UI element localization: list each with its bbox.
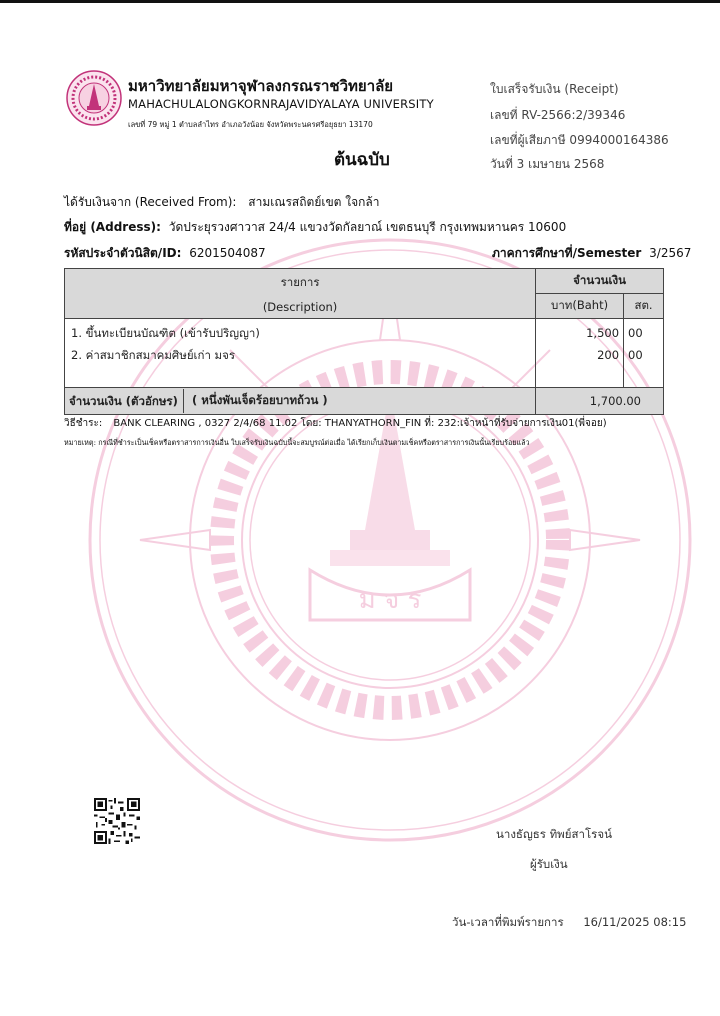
receipt-date: วันที่ 3 เมษายน 2568 (490, 157, 605, 171)
item-baht: 1,500 (586, 326, 620, 340)
amount-words-label: จำนวนเงิน (ตัวอักษร) (65, 389, 184, 413)
receipt-number: เลขที่ RV-2566:2/39346 (490, 108, 626, 122)
item-satang: 00 (628, 348, 643, 362)
payment-remark: หมายเหตุ: กรณีที่ชำระเป็นเช็คหรือตราสารการเงินอื่น ใบเสร็จรับเงินฉบับนี้จะสมบูรณ์ต่อเมื่อ ได้เรียกเก็บเงินตามเช็คหรือตราสารการเงินนั้นเรียบร้อยแล้ว (64, 438, 530, 447)
semester-label: ภาคการศึกษาที่/Semester (492, 246, 642, 260)
satang-header: สต. (624, 294, 664, 319)
receipt-title: ใบเสร็จรับเงิน (Receipt) (490, 82, 619, 96)
table-header-row-1 (65, 269, 664, 294)
signer-role: ผู้รับเงิน (530, 857, 568, 871)
payer-address (64, 218, 566, 237)
university-address: เลขที่ 79 หมู่ 1 ตำบลลำไทร อำเภอวังน้อย จังหวัดพระนครศรีอยุธยา 13170 (128, 120, 373, 129)
student-id-value: 6201504087 (189, 246, 266, 260)
table-total-row (65, 388, 664, 415)
description-header-thai: รายการ (280, 274, 320, 289)
signer-name: นางธัญธร ทิพย์สาโรจน์ (496, 827, 612, 841)
university-name-english: MAHACHULALONGKORNRAJAVIDYALAYA UNIVERSITY (128, 97, 434, 111)
baht-header: บาท(Baht) (536, 294, 624, 319)
received-from-value: สามเณรสถิตย์เขต ใจกล้า (248, 195, 380, 209)
amount-words-value: ( หนึ่งพันเจ็ดร้อยบาทถ้วน ) (192, 393, 328, 407)
description-header (65, 269, 536, 319)
svg-text:ม จ ร: ม จ ร (358, 585, 422, 615)
payment-method-value: BANK CLEARING , 0327 2/4/68 11.02 โดย: THANYATHORN_FIN ที่: 232:เจ้าหน้าที่รับจ่ายการเงิน01(พี่จอย) (113, 418, 607, 429)
address-label: ที่อยู่ (Address): (64, 220, 161, 234)
qr-code (94, 798, 140, 844)
tax-id: เลขที่ผู้เสียภาษี 0994000164386 (490, 133, 669, 147)
received-from (64, 193, 380, 212)
list-item: 2. ค่าสมาชิกสมาคมศิษย์เก่า มจร (71, 348, 236, 362)
item-baht: 200 (597, 348, 620, 362)
amount-words-cell (65, 388, 536, 415)
semester-value: 3/2567 (649, 246, 692, 260)
top-border (0, 0, 720, 3)
items-description-cell (65, 319, 536, 388)
printed-value: 16/11/2025 08:15 (583, 915, 687, 929)
printed-label: วัน-เวลาที่พิมพ์รายการ (452, 915, 564, 929)
address-value: วัดประยุรวงศาวาส 24/4 แขวงวัดกัลยาณ์ เขตธนบุรี กรุงเทพมหานคร 10600 (168, 220, 567, 234)
student-id (64, 244, 266, 263)
item-satang: 00 (628, 326, 643, 340)
items-table (64, 268, 664, 415)
received-from-label: ได้รับเงินจาก (Received From): (64, 195, 237, 209)
total-amount: 1,700.00 (536, 388, 664, 415)
amount-header: จำนวนเงิน (536, 269, 664, 294)
original-copy-label: ต้นฉบับ (334, 150, 390, 170)
items-baht-cell (536, 319, 624, 388)
university-name-thai: มหาวิทยาลัยมหาจุฬาลงกรณราชวิทยาลัย (128, 77, 394, 95)
printed-timestamp (452, 914, 686, 932)
semester (492, 244, 691, 263)
list-item: 1. ขึ้นทะเบียนบัณฑิต (เข้ารับปริญญา) (71, 326, 260, 340)
payment-method-label: วิธีชำระ: (64, 418, 103, 429)
description-header-english: (Description) (262, 299, 338, 314)
student-id-label: รหัสประจำตัวนิสิต/ID: (64, 246, 182, 260)
payment-method (64, 416, 607, 431)
items-satang-cell (624, 319, 664, 388)
table-row (65, 319, 664, 388)
university-logo (66, 70, 122, 126)
